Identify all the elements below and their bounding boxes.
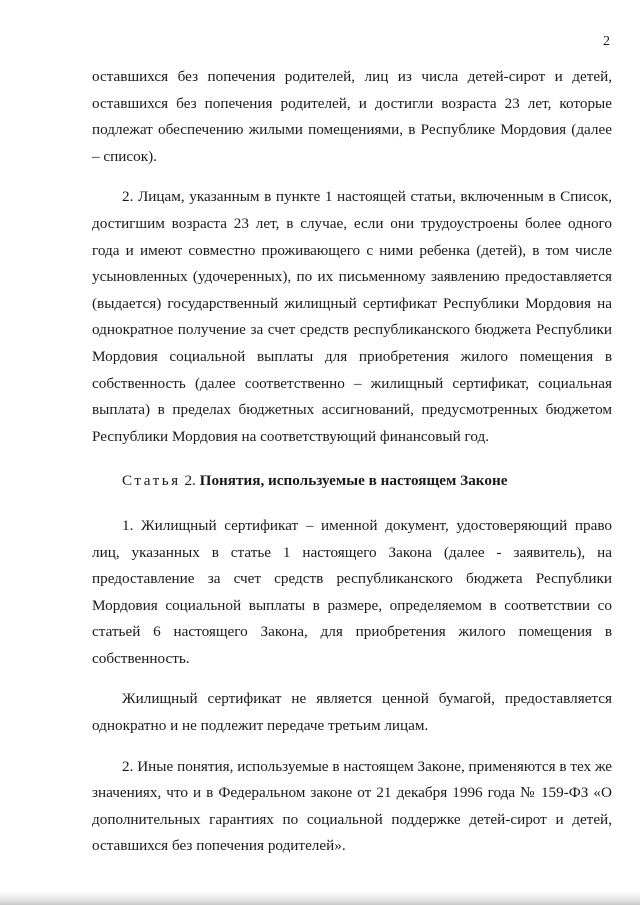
paragraph-article2-item2: 2. Иные понятия, используемые в настоящем Законе, применяются в тех же значениях, что и в Федеральном законе от 21 декабря 1996 года № 159-ФЗ «О дополнительных гарантиях по социальной поддержке детей-сирот и детей, оставшихся без попечения родителей». [92,757,612,855]
paragraph-continued: оставшихся без попечения родителей, лиц из числа детей-сирот и детей, оставшихся без попечения родителей, и достигли возраста 23 лет, которые подлежат обеспечению жилыми помещениями, в Республике Мордовия (далее – список). [92,68,612,165]
scan-bottom-edge [0,891,640,905]
paragraph-certificate-note: Жилищный сертификат не является ценной бумагой, предоставляется однократно и не подлежит передаче третьим лицам. [92,690,612,735]
document-body [92,64,612,860]
article-label: Статья [122,472,181,490]
paragraph-article1-item2: 2. Лицам, указанным в пункте 1 настоящей статьи, включенным в Список, достигшим возраста 23 лет, в случае, если они трудоустроены более одного года и имеют совместно проживающего с ними ребенка (детей), в том числе усыновленных (удочеренных), по их письменному заявлению предоставляется (выдается) государственный жилищный сертификат Республики Мордовия на однократное получение за счет средств республиканского бюджета Республики Мордовия социальной выплаты для приобретения жилого помещения в собственность (далее соответственно – жилищный сертификат, социальная выплата) в пределах бюджетных ассигнований, предусмотренных бюджетом Республики Мордовия на соответствующий финансовый год. [92,188,612,445]
article-heading [92,468,612,495]
page-number: 2 [603,34,610,49]
article-number: 2. [184,472,196,490]
article-title: Понятия, используемые в настоящем Законе [199,472,508,490]
paragraph-article2-item1: 1. Жилищный сертификат – именной документ, удостоверяющий право лиц, указанных в статье 1 настоящего Закона (далее - заявитель), на предоставление за счет средств республиканского бюджета Республики Мордовия социальной выплаты в размере, определяемом в соответствии со статьей 6 настоящего Закона, для приобретения жилого помещения в собственность. [92,516,612,667]
